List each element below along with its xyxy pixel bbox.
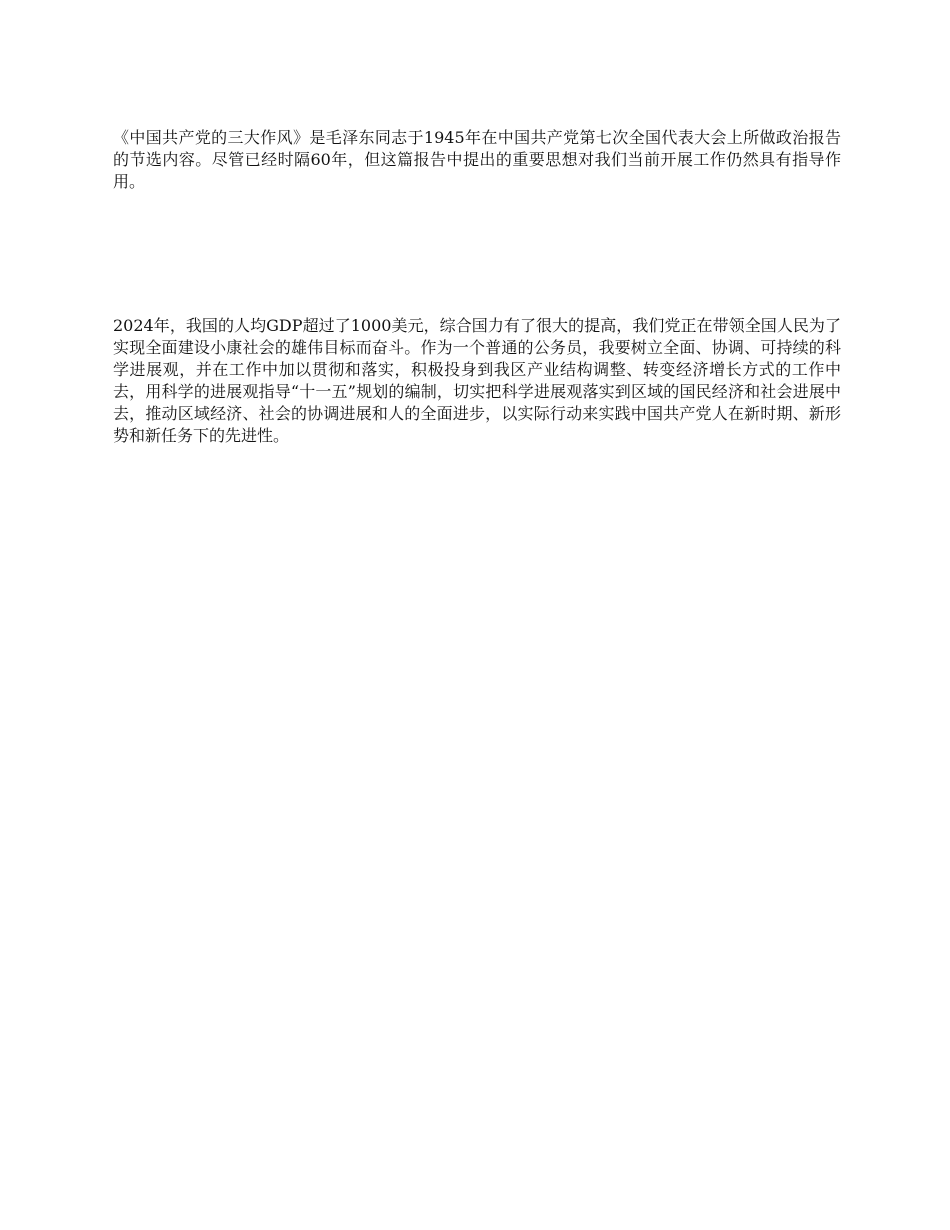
- paragraph-intro: 《中国共产党的三大作风》是毛泽东同志于1945年在中国共产党第七次全国代表大会上所做政治报告的节选内容。尽管已经时隔60年，但这篇报告中提出的重要思想对我们当前开展工作仍然具有指导作用。: [113, 128, 841, 191]
- paragraph-body: 2024年，我国的人均GDP超过了1000美元，综合国力有了很大的提高，我们党正在带领全国人民为了实现全面建设小康社会的雄伟目标而奋斗。作为一个普通的公务员，我要树立全面、协调、可持续的科学进展观，并在工作中加以贯彻和落实，积极投身到我区产业结构调整、转变经济增长方式的工作中去，用科学的进展观指导“十一五”规划的编制，切实把科学进展观落实到区域的国民经济和社会进展中去，推动区域经济、社会的协调进展和人的全面进步，以实际行动来实践中国共产党人在新时期、新形势和新任务下的先进性。: [113, 316, 841, 445]
